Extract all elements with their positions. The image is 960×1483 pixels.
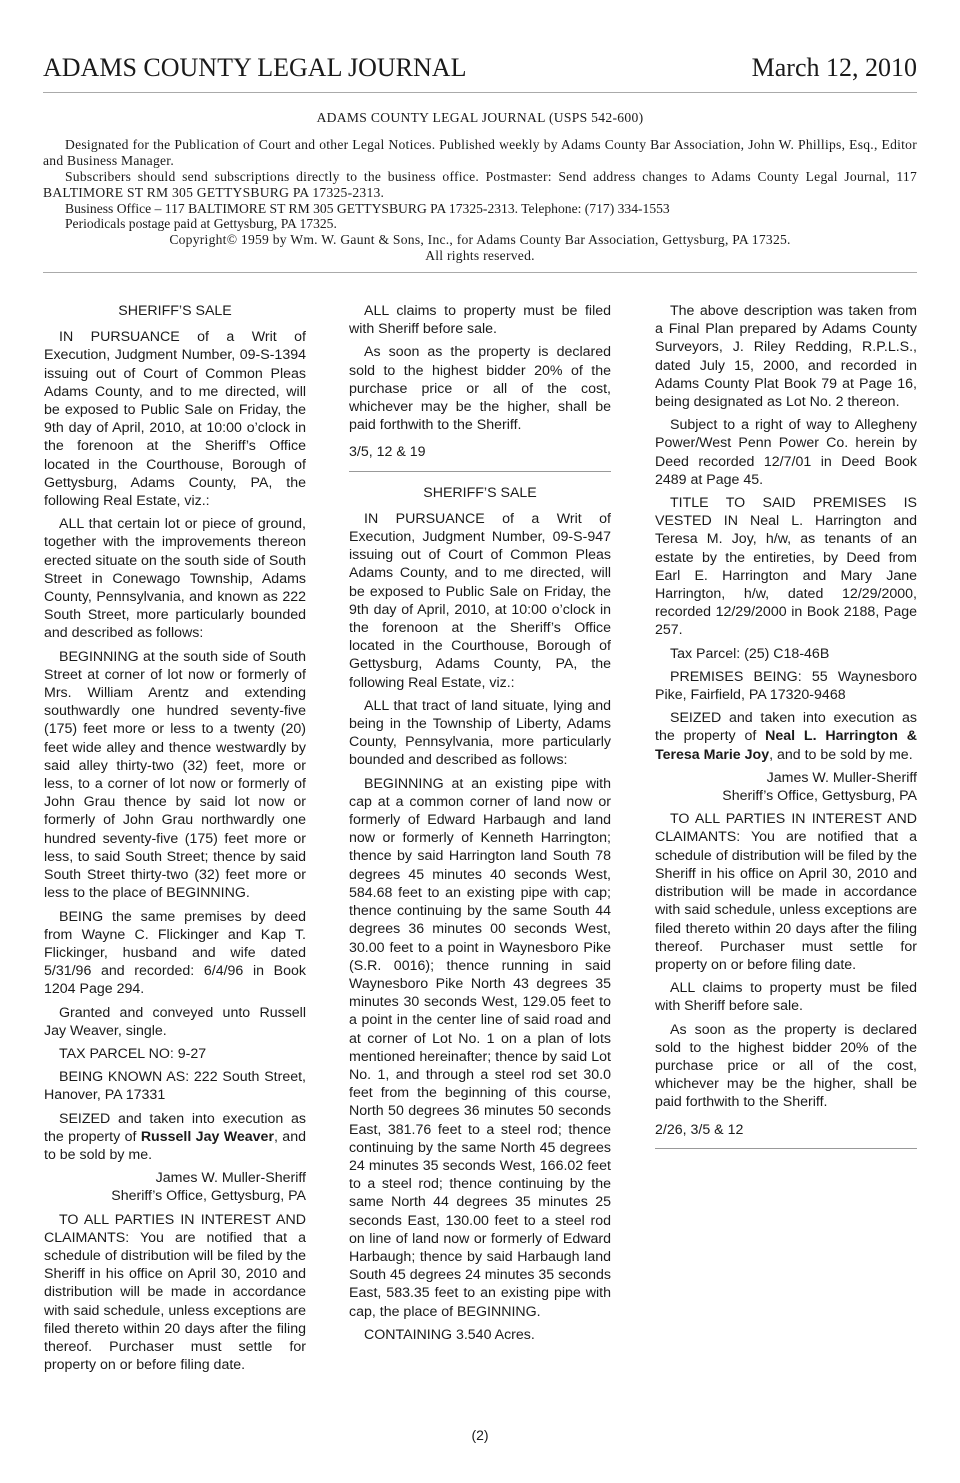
notice2-sheriff-signature: James W. Muller-Sheriff <box>766 769 917 786</box>
column-3 <box>655 302 917 1161</box>
page-number: (2) <box>471 1427 489 1443</box>
masthead-title: ADAMS COUNTY LEGAL JOURNAL (USPS 542-600) <box>316 110 644 125</box>
masthead-business-office: Business Office – 117 BALTIMORE ST RM 305 GETTYSBURG PA 17325-2313. Telephone: (717) 334-1553 <box>65 200 670 216</box>
notice2-right-of-way-paragraph: Subject to a right of way to Allegheny Power/West Penn Power Co. herein by Deed recorded 12/7/01 in Deed Book 2489 at Page 45. <box>655 417 917 488</box>
notice1-declared-paragraph: As soon as the property is declared sold to the highest bidder 20% of the purchase price or all of the cost, whichever may be the higher, shall be paid forthwith to the Sheriff. <box>349 344 611 434</box>
notice2-containing: CONTAINING 3.540 Acres. <box>364 1326 535 1343</box>
notice2-writ-paragraph: IN PURSUANCE of a Writ of Execution, Judgment Number, 09-S-947 issuing out of Court of Common Pleas Adams County, and to me directed, will be exposed to Public Sale on Friday, the 9th day of April, 2010, at 10:00 o’clock in the forenoon at the Sheriff’s Office located in the Courthouse, Borough of Gettysburg, Adams County, PA, the following Real Estate, viz.: <box>349 510 611 691</box>
column-2 <box>349 302 611 1349</box>
notice2-description-paragraph: The above description was taken from a Final Plan prepared by Adams County Surveyors, J. Riley Redding, R.P.L.S., dated July 15, 2000, and recorded in Adams County Plat Book 79 at Page 16, being designated as Lot No. 2 thereon. <box>655 303 917 411</box>
notice2-declared-paragraph: As soon as the property is declared sold to the highest bidder 20% of the purchase price or all of the cost, whichever may be the higher, shall be paid forthwith to the Sheriff. <box>655 1021 917 1111</box>
header-rule <box>43 92 917 93</box>
notice2-seized-paragraph: SEIZED and taken into execution as the property of Neal L. Harrington & Teresa Marie Joy, and to be sold by me. <box>655 710 917 763</box>
issue-date: March 12, 2010 <box>751 53 917 82</box>
notice1-claims-paragraph: ALL claims to property must be filed with Sheriff before sale. <box>349 303 611 338</box>
notice1-deed-paragraph: BEING the same premises by deed from Wayne C. Flickinger and Kap T. Flickinger, husband and wife dated 5/31/96 and recorded: 6/4/96 in Book 1204 Page 294. <box>44 908 306 998</box>
notice1-publication-dates: 3/5, 12 & 19 <box>349 444 426 461</box>
notice1-seized-paragraph: SEIZED and taken into execution as the property of Russell Jay Weaver, and to be sold by me. <box>44 1110 306 1163</box>
notice1-writ-paragraph: IN PURSUANCE of a Writ of Execution, Judgment Number, 09-S-1394 issuing out of Court of Common Pleas Adams County, and to me directed, will be exposed to Public Sale on Friday, the 9th day of April, 2010, at 10:00 o’clock in the forenoon at the Sheriff’s Office located in the Courthouse, Borough of Gettysburg, Adams County, PA, the following Real Estate, viz.: <box>44 329 306 510</box>
masthead <box>43 110 917 264</box>
notice1-parties-paragraph: TO ALL PARTIES IN INTEREST AND CLAIMANTS: You are notified that a schedule of distribution will be filed by the Sheriff in his office on April 30, 2010 and distribution will be made in accordance with said schedule, unless exceptions are filed thereto within 20 days after the filing thereof. Purchaser must settle for property on or before filing date. <box>44 1211 306 1374</box>
notice1-sheriff-office: Sheriff’s Office, Gettysburg, PA <box>111 1188 306 1205</box>
running-header <box>43 52 917 84</box>
notice2-parties-paragraph: TO ALL PARTIES IN INTEREST AND CLAIMANTS: You are notified that a schedule of distribution will be filed by the Sheriff in his office on April 30, 2010 and distribution will be made in accordance with said schedule, unless exceptions are filed thereto within 20 days after the filing thereof. Purchaser must settle for property on or before filing date. <box>655 811 917 973</box>
notice2-tract-paragraph: ALL that tract of land situate, lying and being in the Township of Liberty, Adams County, Pennsylvania, more particularly bounded and described as follows: <box>349 697 611 769</box>
notice2-premises: PREMISES BEING: 55 Waynesboro Pike, Fairfield, PA 17320-9468 <box>655 668 917 704</box>
notice-divider <box>349 471 611 472</box>
notice1-heading: SHERIFF’S SALE <box>118 303 232 319</box>
masthead-designated: Designated for the Publication of Court and other Legal Notices. Published weekly by Adams County Bar Association, John W. Phillips, Esq., Editor and Business Manager. <box>43 136 917 168</box>
notice2-title-paragraph: TITLE TO SAID PREMISES IS VESTED IN Neal L. Harrington and Teresa M. Joy, h/w, as tenants of an estate by the entireties, by Deed from Earl E. Harrington and Mary Jane Harrington, h/w, dated 12/29/2000, recorded 12/29/2000 in Book 2188, Page 257. <box>655 495 917 639</box>
notice-end-divider <box>655 1148 917 1149</box>
notice2-beginning-paragraph: BEGINNING at an existing pipe with cap at a common corner of land now or formerly of Edward Harbaugh and land now or formerly of Kenneth Harrington; thence by said Harrington land South 78 degrees 45 minutes 40 seconds West, 584.68 feet to an existing pipe with cap; thence continuing by the same South 44 degrees 36 minutes 00 seconds West, 30.00 feet to a point in Waynesboro Pike (S.R. 0016); thence running in said Waynesboro Pike North 43 degrees 35 minutes 30 seconds West, 129.05 feet to a point in the center line of said road and at corner of Lot No. 1 on a plan of lots mentioned hereinafter; thence by said Lot No. 1, and through a steel rod set 30.0 feet from the beginning of this course, North 50 degrees 36 minutes 50 seconds East, 381.76 feet to a steel rod; thence continuing by the same North 45 degrees 24 minutes 35 seconds West, 166.02 feet to a steel rod; thence continuing by the same North 44 degrees 35 minutes 25 seconds East, 130.00 feet to a steel rod on line of land now or formerly of Edward Harbaugh; thence by said Harbaugh land South 45 degrees 24 minutes 35 seconds East, 583.35 feet to an existing pipe with cap, the place of BEGINNING. <box>349 775 611 1320</box>
notice1-defendant-name: Russell Jay Weaver <box>140 1128 274 1145</box>
notice1-granted-paragraph: Granted and conveyed unto Russell Jay Weaver, single. <box>44 1004 306 1039</box>
notice2-sheriff-office: Sheriff’s Office, Gettysburg, PA <box>722 788 917 805</box>
notice2-claims-paragraph: ALL claims to property must be filed with Sheriff before sale. <box>655 980 917 1015</box>
publication-title: ADAMS COUNTY LEGAL JOURNAL <box>43 53 467 82</box>
column-1 <box>44 302 306 1379</box>
masthead-rule <box>43 272 917 273</box>
notice2-heading: SHERIFF’S SALE <box>423 484 537 501</box>
masthead-subscribers: Subscribers should send subscriptions directly to the business office. Postmaster: Send address changes to Adams County Legal Journal, 117 BALTIMORE ST RM 305 GETTYSBURG PA 17325-2313. <box>43 168 917 200</box>
masthead-rights: All rights reserved. <box>425 248 535 264</box>
masthead-postage: Periodicals postage paid at Gettysburg, PA 17325. <box>65 216 337 232</box>
notice2-tax-parcel: Tax Parcel: (25) C18-46B <box>670 645 830 662</box>
masthead-copyright: Copyright© 1959 by Wm. W. Gaunt & Sons, Inc., for Adams County Bar Association, Gettysburg, PA 17325. <box>169 232 791 248</box>
notice2-defendant-name: Neal L. Harrington & Teresa Marie Joy <box>655 728 917 763</box>
notice1-beginning-paragraph: BEGINNING at the south side of South Street at corner of lot now or formerly of Mrs. William Arentz and extending southwardly one hundred seventy-five (175) feet more or less to a twenty (20) feet wide alley and thence westwardly by said alley thirty-two (32) feet, more or less, to a corner of lot now or formerly of John Grau thence by said lot now or formerly of John Grau northwardly one hundred seventy-five (175) feet more or less, to said South Street; thence by said South Street thirty-two (32) feet more or less to the place of BEGINNING. <box>44 648 306 902</box>
notice1-sheriff-signature: James W. Muller-Sheriff <box>155 1170 306 1187</box>
notice1-lot-paragraph: ALL that certain lot or piece of ground, together with the improvements thereon erected situate on the south side of South Street in Conewago Township, Adams County, Pennsylvania, and known as 222 South Street, more particularly bounded and described as follows: <box>44 516 306 642</box>
notice1-tax-parcel: TAX PARCEL NO: 9-27 <box>59 1045 207 1062</box>
notice1-known-as: BEING KNOWN AS: 222 South Street, Hanover, PA 17331 <box>44 1069 306 1104</box>
notice2-publication-dates: 2/26, 3/5 & 12 <box>655 1121 744 1138</box>
